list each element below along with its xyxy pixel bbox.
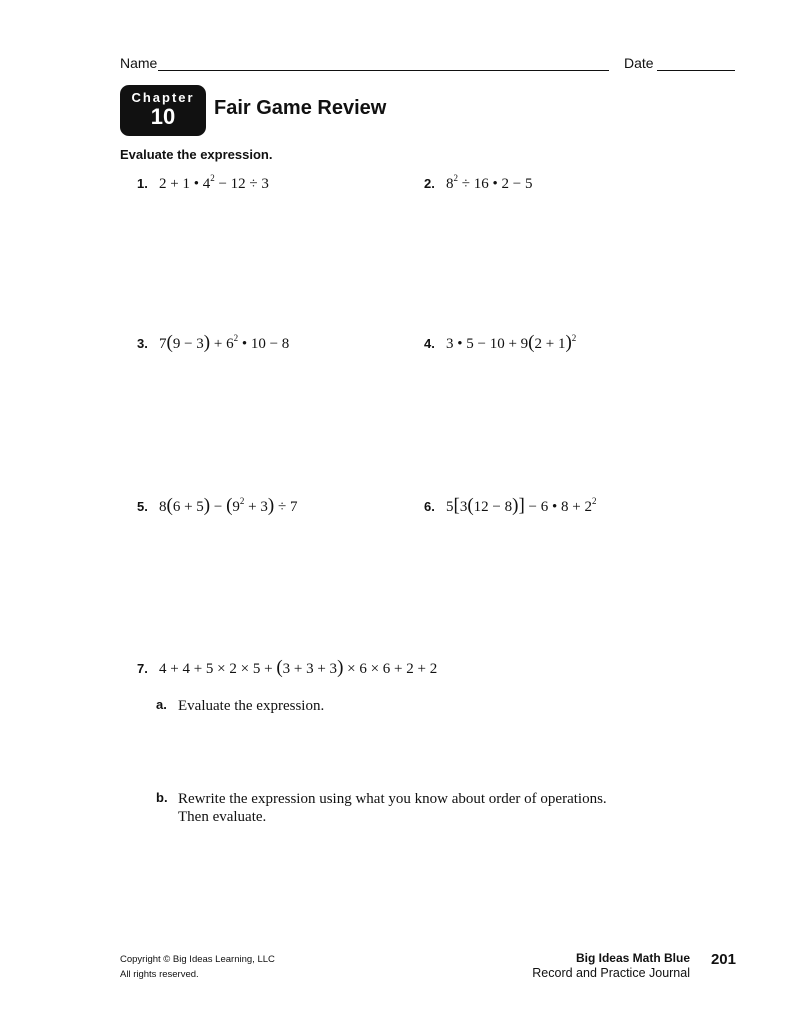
problem-number: 2. — [424, 176, 435, 191]
problem-4 — [424, 333, 576, 353]
book-subtitle: Record and Practice Journal — [532, 966, 690, 980]
subpart-text: Evaluate the expression. — [178, 698, 325, 714]
problem-number: 1. — [137, 176, 148, 191]
subpart-b — [156, 790, 607, 826]
date-blank-line[interactable] — [657, 70, 735, 71]
copyright-notice: Copyright © Big Ideas Learning, LLC All rights reserved. — [120, 954, 275, 980]
name-label: Name — [120, 55, 158, 71]
expression: $8(6 + 5) - (9^2 + 3) \div 7$ — [159, 495, 298, 516]
problem-number: 5. — [137, 499, 148, 514]
expression: 2 + 1 • $4^2 - 12 \div 3$ — [159, 173, 269, 192]
problem-number: 6. — [424, 499, 435, 514]
problem-number: 7. — [137, 661, 148, 676]
expression: 4 + 4 + 5 × 2 × 5 + (3 + 3 + 3) × 6 × 6 + 2 + 2 — [159, 657, 438, 678]
subpart-a — [156, 697, 324, 715]
name-blank-line[interactable] — [158, 70, 609, 71]
expression: 5[3(12 − 8)] − 6 • $8 + 2^2$ — [446, 495, 597, 516]
chapter-number: 10 — [150, 104, 176, 129]
subpart-label: a. — [156, 697, 167, 712]
date-label: Date — [624, 55, 654, 71]
expression: $7(9 - 3) + 6^2$ • 10 − 8 — [159, 332, 290, 353]
problem-7 — [137, 657, 438, 678]
problem-2 — [424, 173, 532, 193]
chapter-word: Chapter — [131, 90, 195, 105]
problem-5 — [137, 496, 297, 516]
page-title: Fair Game Review — [214, 97, 387, 119]
problem-3 — [137, 333, 289, 353]
expression: $8^2 \div 16$ • 2 − 5 — [446, 173, 533, 192]
problem-number: 3. — [137, 336, 148, 351]
expression: 3 • $5 - 10 + 9(2 + 1)^2$ — [446, 332, 577, 353]
instruction-text: Evaluate the expression. — [120, 147, 273, 162]
subpart-label: b. — [156, 790, 168, 805]
chapter-badge — [120, 85, 206, 136]
problem-number: 4. — [424, 336, 435, 351]
subpart-text: Rewrite the expression using what you know about order of operations. Then evaluate. — [178, 791, 607, 825]
problem-1 — [137, 173, 269, 193]
book-title: Big Ideas Math Blue — [575, 951, 690, 965]
page-number: 201 — [710, 951, 736, 968]
problem-6 — [424, 496, 596, 516]
